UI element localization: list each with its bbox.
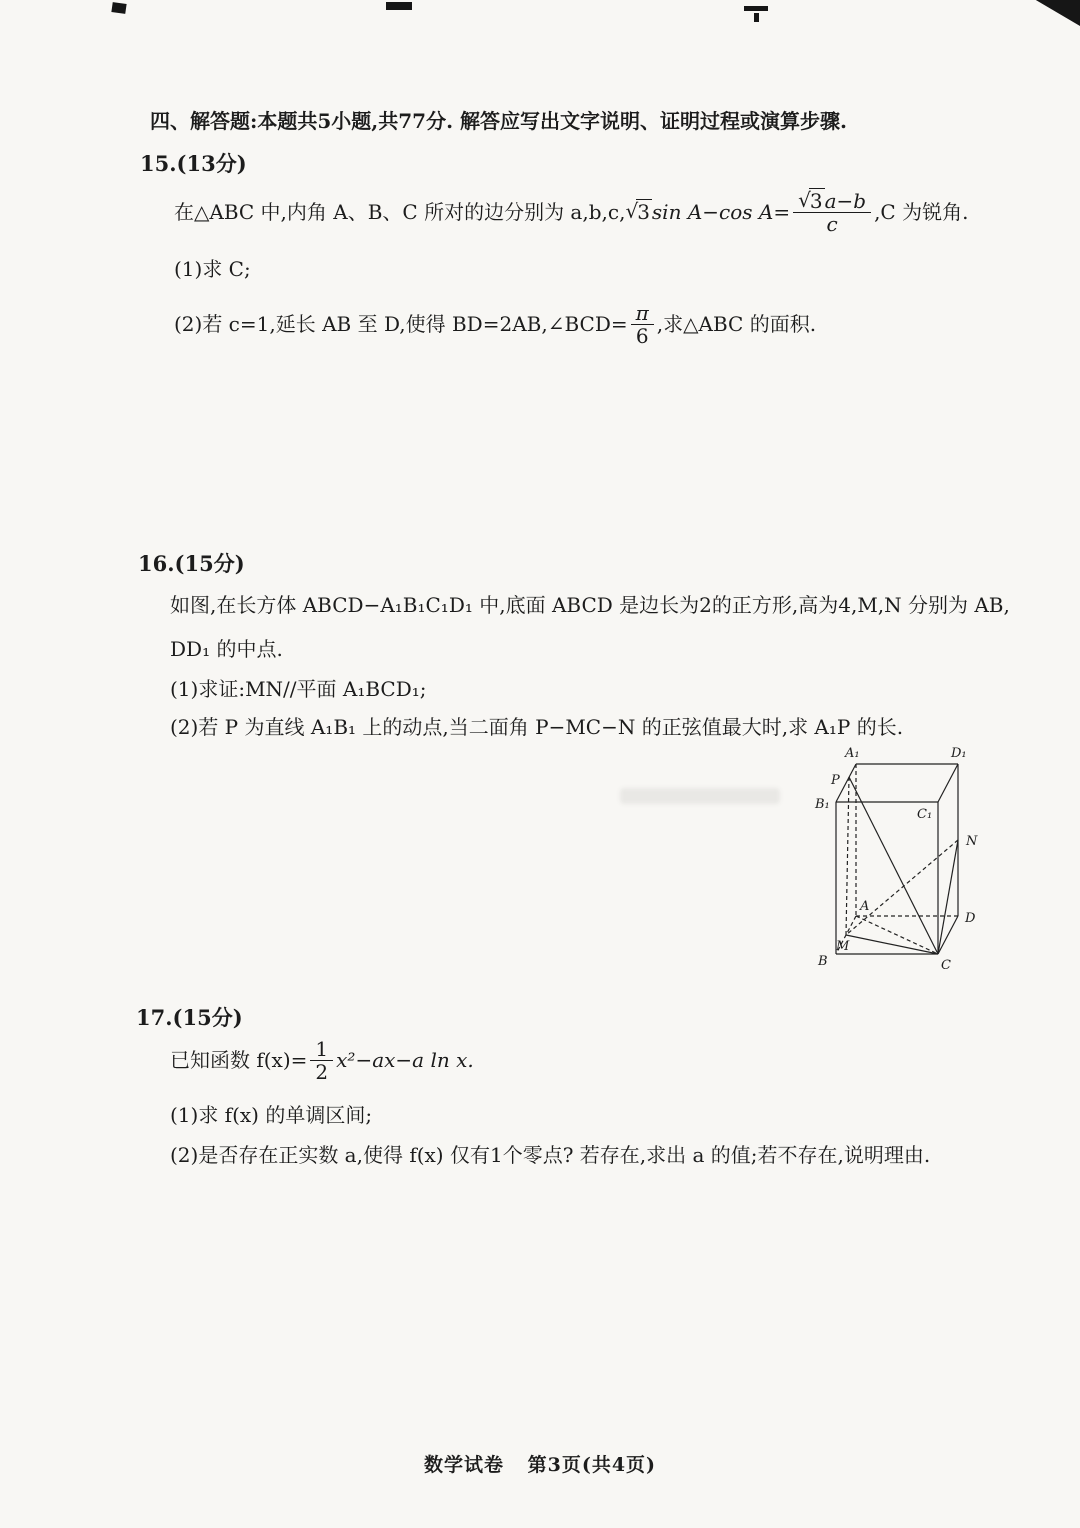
vertex-label-c1: C₁ xyxy=(917,807,933,822)
fraction-numerator: 1 xyxy=(310,1038,333,1061)
vertex-label-b: B xyxy=(818,954,828,969)
sqrt-radical xyxy=(798,189,824,213)
p15-part2-post: ,求△ABC 的面积. xyxy=(656,312,817,336)
scan-artifact xyxy=(754,13,759,22)
p17-intro-pre: 已知函数 f(x)= xyxy=(170,1048,308,1072)
scan-artifact xyxy=(386,2,412,10)
fraction-denominator: 2 xyxy=(315,1060,329,1085)
footer-page-number: 第3页(共4页) xyxy=(527,1454,657,1476)
p15-intro-post: ,C 为锐角. xyxy=(874,200,969,224)
vertex-label-a: A xyxy=(860,899,870,914)
vertex-label-b1: B₁ xyxy=(815,797,830,812)
problem-17-part1: (1)求 f(x) 的单调区间; xyxy=(170,1103,373,1127)
radicand: 3 xyxy=(809,189,823,213)
p15-intro-mid: sin A−cos A= xyxy=(651,200,791,224)
problem-16-label: 16.(15分) xyxy=(138,551,245,576)
vertex-label-d1: D₁ xyxy=(951,746,967,761)
problem-15-intro xyxy=(174,190,968,236)
vertex-label-n: N xyxy=(966,834,978,849)
cuboid-solid-edges xyxy=(836,764,958,954)
problem-15-label: 15.(13分) xyxy=(140,151,247,176)
p15-intro-pre: 在△ABC 中,内角 A、B、C 所对的边分别为 a,b,c, xyxy=(174,200,626,224)
radical-sign: √ xyxy=(798,188,811,212)
vertex-label-m: M xyxy=(836,939,850,954)
problem-17-intro xyxy=(170,1038,474,1084)
vertex-label-a1: A₁ xyxy=(845,746,860,761)
problem-17-part2: (2)是否存在正实数 a,使得 f(x) 仅有1个零点? 若存在,求出 a 的值;若不存在,说明理由. xyxy=(170,1143,931,1167)
vertex-label-p: P xyxy=(831,773,840,788)
problem-16-line2: DD₁ 的中点. xyxy=(170,637,283,661)
fraction xyxy=(631,302,654,348)
radicand: 3 xyxy=(637,200,650,224)
problem-17-label: 17.(15分) xyxy=(136,1005,243,1030)
numerator-rest: a−b xyxy=(824,189,867,213)
fraction xyxy=(793,190,871,236)
page-footer xyxy=(0,1450,1080,1477)
p15-part2-pre: (2)若 c=1,延长 AB 至 D,使得 BD=2AB,∠BCD= xyxy=(174,312,628,336)
scan-artifact xyxy=(111,2,126,14)
sqrt-radical xyxy=(625,200,651,224)
problem-16-part2: (2)若 P 为直线 A₁B₁ 上的动点,当二面角 P−MC−N 的正弦值最大时,求 A₁P 的长. xyxy=(170,715,904,739)
footer-title: 数学试卷 xyxy=(423,1454,504,1476)
cuboid-svg xyxy=(805,742,990,982)
fraction-denominator: c xyxy=(826,212,838,237)
problem-16-line1: 如图,在长方体 ABCD−A₁B₁C₁D₁ 中,底面 ABCD 是边长为2的正方形,高为4,M,N 分别为 AB, xyxy=(170,593,1010,617)
radical-sign: √ xyxy=(625,199,639,223)
scan-smudge xyxy=(620,788,780,804)
fraction xyxy=(310,1038,333,1084)
section-header: 四、解答题:本题共5小题,共77分. 解答应写出文字说明、证明过程或演算步骤. xyxy=(150,109,847,133)
scan-artifact xyxy=(1028,0,1080,26)
problem-15-part1: (1)求 C; xyxy=(174,257,251,281)
construction-lines xyxy=(846,777,958,954)
problem-16-part1: (1)求证:MN//平面 A₁BCD₁; xyxy=(170,677,427,701)
cuboid-figure xyxy=(805,742,990,986)
fraction-numerator xyxy=(793,190,871,213)
scan-artifact xyxy=(744,6,768,11)
fraction-denominator: 6 xyxy=(635,324,649,349)
p17-intro-post: x²−ax−a ln x. xyxy=(336,1048,474,1072)
vertex-label-c: C xyxy=(941,958,951,973)
cuboid-hidden-edges xyxy=(836,764,958,954)
vertex-label-d: D xyxy=(965,911,976,926)
problem-15-part2 xyxy=(174,302,816,348)
fraction-numerator: π xyxy=(631,302,654,325)
